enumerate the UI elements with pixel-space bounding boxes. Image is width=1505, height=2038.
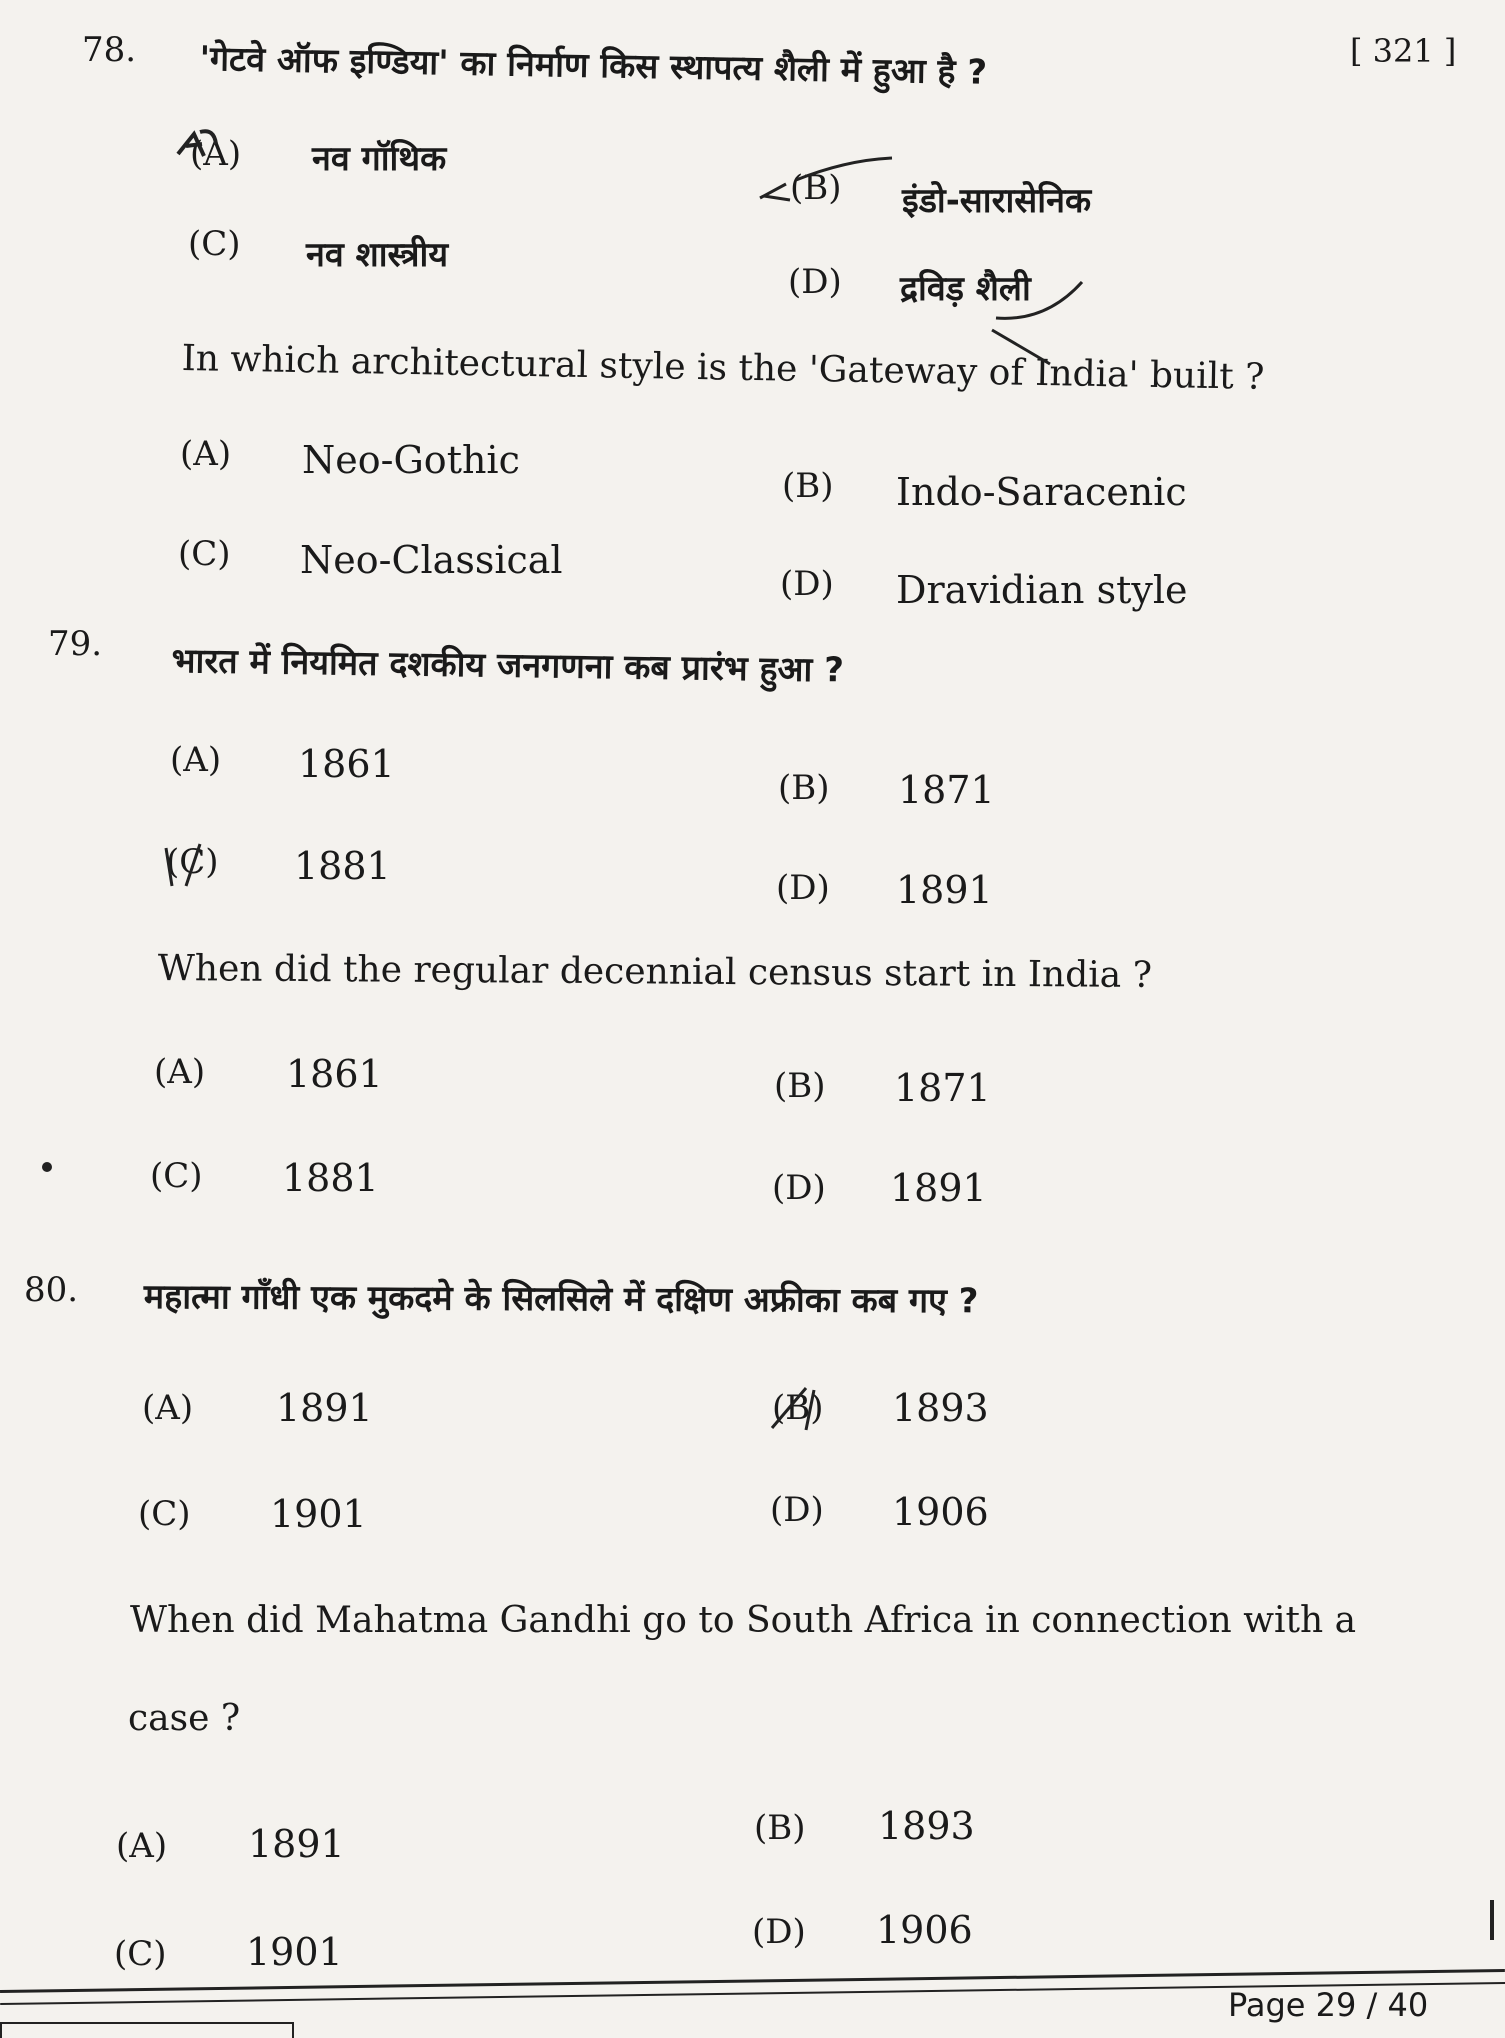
option-text: 1891 <box>248 1822 345 1866</box>
option-letter: (C) <box>114 1934 167 1974</box>
option-letter: (B) <box>772 1388 824 1428</box>
option-text: 1871 <box>894 1066 991 1110</box>
pen-mark-78d <box>986 272 1096 372</box>
option-text: Indo-Saracenic <box>896 470 1187 514</box>
option-letter: (D) <box>772 1168 826 1208</box>
option-text: 1906 <box>876 1908 973 1952</box>
option-letter: (B) <box>754 1808 806 1848</box>
option-text: Neo-Gothic <box>302 438 520 482</box>
option-letter: (D) <box>770 1490 824 1530</box>
option-letter: (C) <box>178 534 231 574</box>
option-letter: (A) <box>170 740 222 780</box>
question-text-hindi: 'गेटवे ऑफ इण्डिया' का निर्माण किस स्थापत्य शैली में हुआ है ? <box>199 38 988 93</box>
option-text: Neo-Classical <box>300 538 563 582</box>
option-text: 1893 <box>878 1804 975 1848</box>
option-text: 1871 <box>898 768 995 812</box>
pen-mark-78a <box>170 124 250 174</box>
option-text-hindi: द्रविड़ शैली <box>900 269 1031 309</box>
margin-mark <box>1490 1900 1494 1940</box>
stray-dot <box>40 1160 54 1174</box>
option-letter: (C) <box>166 842 219 882</box>
option-letter: (D) <box>776 868 830 908</box>
option-text-hindi: इंडो-सारासेनिक <box>902 181 1092 221</box>
paper-code: [ 321 ] <box>1350 32 1457 70</box>
question-text-hindi: महात्मा गाँधी एक मुकदमे के सिलसिले में दक्षिण अफ्रीका कब गए ? <box>143 1276 979 1322</box>
option-letter: (D) <box>788 262 842 302</box>
option-letter: (C) <box>150 1156 203 1196</box>
option-text: 1861 <box>286 1052 383 1096</box>
option-text: 1881 <box>294 844 391 888</box>
option-letter: (A) <box>154 1052 206 1092</box>
option-letter: (C) <box>188 224 241 264</box>
option-text: 1901 <box>246 1930 343 1974</box>
option-text: 1891 <box>896 868 993 912</box>
option-text: 1893 <box>892 1386 989 1430</box>
option-text: 1881 <box>282 1156 379 1200</box>
page-number: Page 29 / 40 <box>1228 1986 1429 2024</box>
question-text-hindi: भारत में नियमित दशकीय जनगणना कब प्रारंभ हुआ ? <box>171 640 845 691</box>
option-text: 1891 <box>276 1386 373 1430</box>
option-letter: (B) <box>782 466 834 506</box>
option-text: Dravidian style <box>896 568 1188 612</box>
option-text: 1901 <box>270 1492 367 1536</box>
option-letter: (D) <box>780 564 834 604</box>
question-number: 78. <box>82 30 137 70</box>
option-text-hindi: नव शास्त्रीय <box>306 235 449 275</box>
option-letter: (B) <box>790 168 842 208</box>
option-text: 1906 <box>892 1490 989 1534</box>
question-text-english: When did the regular decennial census start in India ? <box>157 948 1153 996</box>
option-letter: (B) <box>778 768 830 808</box>
pen-mark-80b <box>766 1384 836 1434</box>
option-text: 1891 <box>890 1166 987 1210</box>
question-text-english: When did Mahatma Gandhi go to South Africa in connection with a <box>130 1600 1357 1641</box>
question-text-english: In which architectural style is the 'Gateway of India' built ? <box>181 338 1265 398</box>
option-letter: (A) <box>180 434 232 474</box>
option-text: 1861 <box>298 742 395 786</box>
option-letter: (A) <box>116 1826 168 1866</box>
option-letter: (B) <box>774 1066 826 1106</box>
option-letter: (A) <box>142 1388 194 1428</box>
footer-box <box>0 2022 294 2038</box>
question-number: 80. <box>24 1270 79 1310</box>
question-text-english-continued: case ? <box>128 1698 241 1739</box>
option-text-hindi: नव गॉथिक <box>312 139 447 179</box>
option-letter: (C) <box>138 1494 191 1534</box>
pen-mark-78b <box>756 150 896 210</box>
question-number: 79. <box>48 624 103 664</box>
option-letter: (A) <box>190 134 242 174</box>
pen-mark-79c <box>160 840 230 890</box>
option-letter: (D) <box>752 1912 806 1952</box>
